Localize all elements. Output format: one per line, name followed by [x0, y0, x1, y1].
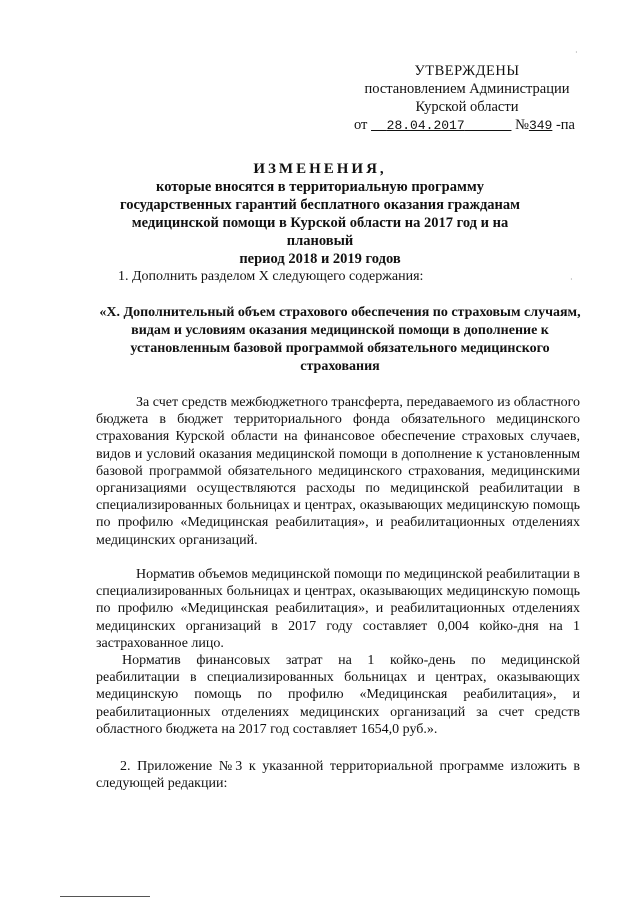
- section-title: «Х. Дополнительный объем страхового обеспечения по страховым случаям, видам и условиям оказания медицинской помощи в дополнение к установленным базовой программой обязательного медицинского страхования: [99, 305, 581, 374]
- item-1: 1. Дополнить разделом Х следующего содержания:: [118, 269, 424, 284]
- title-line-1: которые вносятся в территориальную программу: [156, 179, 484, 195]
- footer-rule: [60, 896, 150, 897]
- item-2: 2. Приложение №3 к указанной территориальной программе изложить в следующей редакции:: [96, 759, 580, 792]
- paragraph-2: Норматив объемов медицинской помощи по медицинской реабилитации в специализированных больницах и центрах, оказывающих медицинскую помощь по профилю «Медицинская реабилитация», и реабилитационных отделениях медицинских организаций в 2017 году составляет 0,004 койко-дня на 1 застрахованное лицо.: [96, 567, 580, 651]
- paragraph-3: Норматив финансовых затрат на 1 койко-день по медицинской реабилитации в специализированных больницах и центрах, оказывающих медицинскую помощь по профилю «Медицинская реабилитация», и реабилитационных отделениях медицинских организаций за счет средств областного бюджета на 2017 год составляет 1654,0 руб.».: [96, 653, 580, 737]
- number-sign: №: [515, 117, 529, 133]
- from-label: от: [354, 117, 368, 133]
- approved-heading: УТВЕРЖДЕНЫ: [414, 63, 520, 79]
- scan-speck: ·: [570, 275, 573, 284]
- title-line-2: государственных гарантий бесплатного оказания гражданам: [119, 197, 521, 213]
- decree-number: 349: [528, 118, 553, 133]
- title-line-3: медицинской помощи в Курской области на 2017 год и на плановый: [131, 215, 509, 249]
- decree-date: 28.04.2017: [386, 118, 465, 133]
- title-line-4: период 2018 и 2019 годов: [239, 251, 401, 267]
- approval-line-decree: постановлением Администрации: [364, 81, 570, 97]
- paragraph-1: За счет средств межбюджетного трансферта, передаваемого из областного бюджета в бюджет территориального фонда обязательного медицинского страхования Курской области на финансовое обеспечение страховых случаев, видов и условий оказания медицинской помощи в дополнение к установленным базовой программой обязательного медицинского страхования, медицинскими организациями осуществляются расходы по медицинской реабилитации в специализированных больницах и центрах, оказывающих медицинскую помощь по профилю «Медицинская реабилитация», и реабилитационных отделениях медицинских организаций.: [96, 395, 580, 548]
- document-title: [100, 160, 540, 268]
- approval-date-line: [352, 116, 582, 135]
- title-head: ИЗМЕНЕНИЯ,: [253, 161, 387, 177]
- scan-speck: ·: [575, 48, 578, 57]
- approval-block: [352, 62, 582, 135]
- number-suffix: -па: [555, 117, 575, 133]
- approval-line-region: Курской области: [415, 99, 519, 115]
